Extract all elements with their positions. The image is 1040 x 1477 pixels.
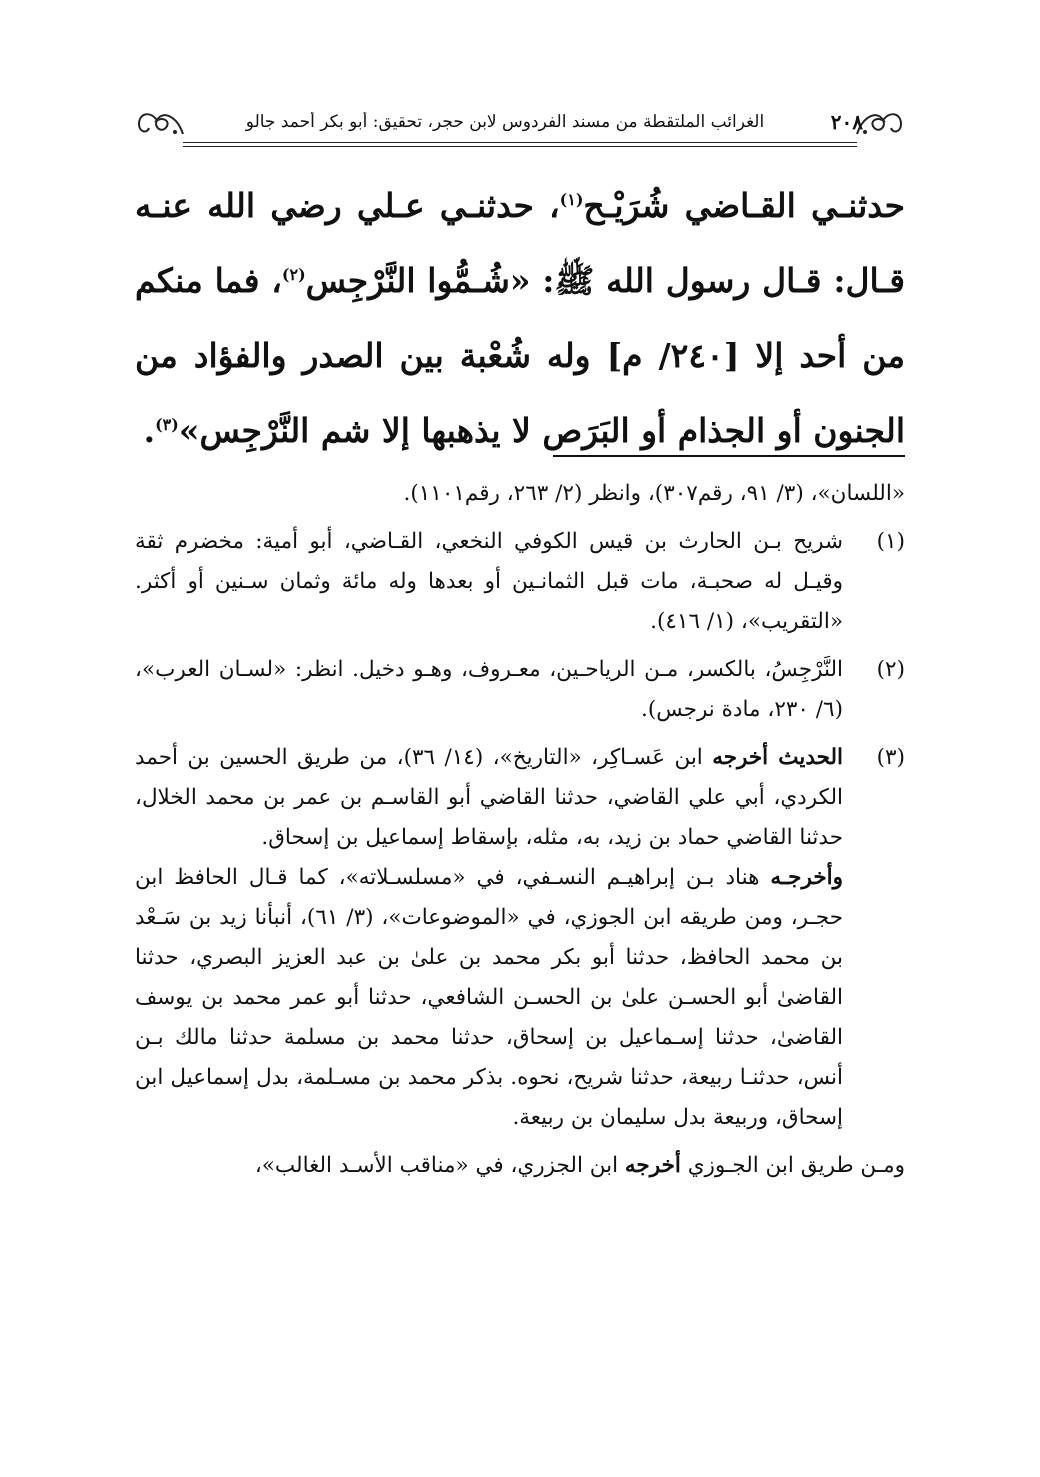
footnote-text: شريح بـن الحارث بن قيس الكوفي النخعي، القـاضي، أبو أمية: مخضرم ثقة وقيـل له صحبـة، مات قبل الثمانـين أو بعدها وله مائة وثمان سـنين أو أكثر. «التقريب»، (١/ ٤١٦). bbox=[135, 529, 843, 634]
header-rule bbox=[183, 146, 857, 147]
footnote-tail bbox=[135, 1146, 905, 1186]
main-text-part: . bbox=[143, 411, 156, 450]
footnote-1 bbox=[135, 522, 905, 642]
footnote-keyword: الحديث أخرجه bbox=[712, 745, 844, 770]
footnote-ref: (٣) bbox=[155, 415, 179, 434]
header-rule bbox=[183, 142, 857, 143]
footnotes bbox=[135, 474, 905, 1186]
ornament-icon bbox=[135, 106, 187, 140]
footnote-ref: (١) bbox=[559, 190, 584, 209]
footnote-ref: (٢) bbox=[281, 265, 306, 284]
main-text-part: حدثنـي القـاضي شُرَيْـح bbox=[583, 186, 905, 225]
footnote-keyword: وأخرجـه bbox=[770, 865, 843, 890]
main-text-part: ، حدثنـي عـلي رضي الله عنـه قـال: قـال رسول الله ﷺ: «شُـمُّوا النَّرْجِس bbox=[135, 186, 905, 300]
footnote-number: (٣) bbox=[876, 745, 905, 770]
footnote-3 bbox=[135, 738, 905, 1138]
footnote-text: هناد بـن إبراهيـم النسـفي، في «مسلسـلاته»، كما قـال الحافظ ابن حجـر، ومن طريقه ابن الجوزي، في «الموضوعات»، (٣/ ٦١)، أنبأنا زيد بن سَـعْد بن محمد الحافظ، حدثنا أبو بكر محمد بن علىٰ بن عبد العزيز البصري، حدثنا القاضىٰ أبو الحسـن علىٰ بن الحسـن الشافعي، حدثنا أبو عمر محمد بن يوسف القاضىٰ، حدثنا إسـماعيل بن إسحاق، حدثنا محمد بن مسلمة حدثنا مالك بـن أنس، حدثنـا ربيعة، حدثنا شريح، نحوه. بذكر محمد بن مسـلمة، بدل إسماعيل ابن إسحاق، وربيعة بدل سليمان بن ربيعة. bbox=[135, 865, 843, 1130]
footnote-number: (٢) bbox=[876, 657, 905, 682]
footnote-keyword: أخرجه bbox=[624, 1153, 681, 1178]
footnote-number: (١) bbox=[876, 529, 905, 554]
footnote-text: النَّرْجِسُ، بالكسر، مـن الرياحـين، معـروف، وهـو دخيل. انظر: «لسـان العرب»، (٦/ ٢٣٠، مادة نرجس). bbox=[135, 657, 843, 722]
page-header bbox=[135, 100, 905, 150]
footnote-text: ابن عَسـاكِر، «التاريخ»، (١٤/ ٣٦)، من طريق الحسين بن أحمد الكردي، أبي علي القاضي، حدثنا القاضي أبو القاسـم بن عمر بن محمد الخلال، حدثنا القاضي حماد بن زيد، به، مثله، بإسقاط إسماعيل بن إسحاق. bbox=[135, 745, 843, 850]
running-title: الغرائب الملتقطة من مسند الفردوس لابن حجر، تحقيق: أبو بكر أحمد جالو bbox=[245, 112, 765, 132]
main-text bbox=[135, 168, 905, 468]
main-text-part: ، فما منكم من أحد إلا [٢٤٠/ م] وله شُعْبة بين الصدر والفؤاد من الجنون أو الجذام أو البَرَص لا يذهبها إلا شم النَّرْجِس» bbox=[135, 261, 905, 450]
footnote-text: ومـن طريق ابن الجـوزي bbox=[680, 1153, 905, 1178]
footnote-text: ابن الجزري، في «مناقب الأسـد الغالب»، bbox=[254, 1153, 625, 1178]
divider-line bbox=[553, 455, 905, 457]
page-number: ٢٠٨ bbox=[830, 110, 863, 134]
footnote-continuation: «اللسان»، (٣/ ٩١، رقم٣٠٧)، وانظر (٢/ ٢٦٣، رقم١١٠١). bbox=[403, 481, 905, 506]
footnote-2 bbox=[135, 650, 905, 730]
